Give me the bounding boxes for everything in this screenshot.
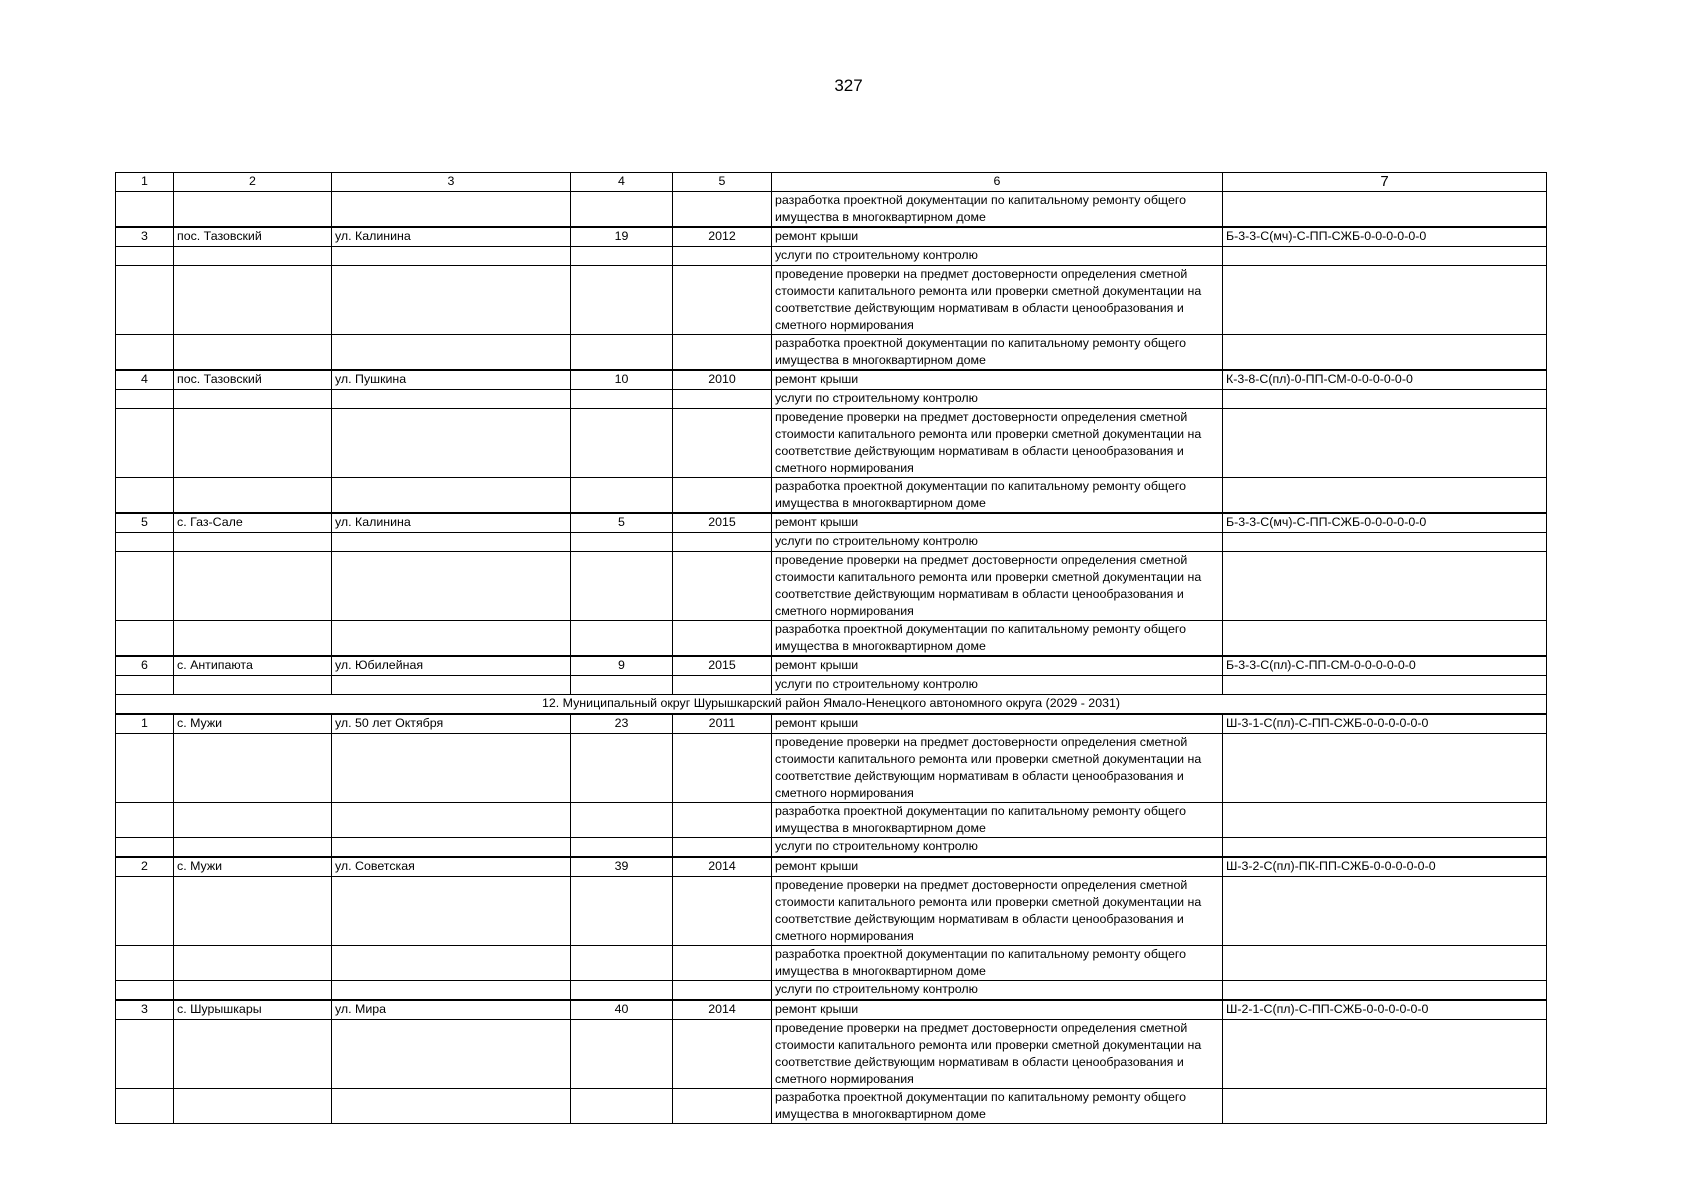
settlement-cell bbox=[174, 247, 332, 266]
year-cell bbox=[673, 409, 772, 478]
settlement-cell bbox=[174, 478, 332, 514]
table-row bbox=[116, 981, 1547, 1001]
building-code-cell: Б-3-3-С(мч)-С-ПП-СЖБ-0-0-0-0-0-0 bbox=[1223, 227, 1547, 247]
street-cell bbox=[332, 734, 571, 803]
street-cell: ул. 50 лет Октября bbox=[332, 714, 571, 734]
year-cell bbox=[673, 838, 772, 858]
row-number-cell bbox=[116, 335, 174, 371]
work-type-cell: услуги по строительному контролю bbox=[772, 838, 1223, 858]
table-row bbox=[116, 1089, 1547, 1124]
year-cell: 2011 bbox=[673, 714, 772, 734]
building-code-cell: Б-3-3-С(пл)-С-ПП-СМ-0-0-0-0-0-0 bbox=[1223, 656, 1547, 676]
street-cell: ул. Советская bbox=[332, 857, 571, 877]
house-number-cell bbox=[571, 803, 673, 838]
table-row bbox=[116, 676, 1547, 695]
year-cell bbox=[673, 946, 772, 981]
row-number-cell bbox=[116, 192, 174, 228]
year-cell bbox=[673, 552, 772, 621]
row-number-cell bbox=[116, 478, 174, 514]
year-cell: 2012 bbox=[673, 227, 772, 247]
year-cell bbox=[673, 877, 772, 946]
house-number-cell: 39 bbox=[571, 857, 673, 877]
house-number-cell bbox=[571, 247, 673, 266]
year-cell bbox=[673, 734, 772, 803]
year-cell: 2014 bbox=[673, 857, 772, 877]
work-type-cell: ремонт крыши bbox=[772, 857, 1223, 877]
building-code-cell bbox=[1223, 552, 1547, 621]
work-type-cell: ремонт крыши bbox=[772, 227, 1223, 247]
street-cell: ул. Калинина bbox=[332, 513, 571, 533]
settlement-cell: с. Газ-Сале bbox=[174, 513, 332, 533]
street-cell bbox=[332, 552, 571, 621]
table-row bbox=[116, 227, 1547, 247]
work-type-cell: проведение проверки на предмет достоверности определения сметной стоимости капитального ремонта или проверки сметной документации на соответствие действующим нормативам в области ценообразования и сметного нормирования bbox=[772, 552, 1223, 621]
work-type-cell: ремонт крыши bbox=[772, 714, 1223, 734]
work-type-cell: услуги по строительному контролю bbox=[772, 676, 1223, 695]
house-number-cell: 19 bbox=[571, 227, 673, 247]
year-cell bbox=[673, 390, 772, 409]
settlement-cell bbox=[174, 621, 332, 657]
row-number-cell bbox=[116, 946, 174, 981]
building-code-cell bbox=[1223, 247, 1547, 266]
year-cell: 2010 bbox=[673, 370, 772, 390]
row-number-cell: 4 bbox=[116, 370, 174, 390]
street-cell: ул. Юбилейная bbox=[332, 656, 571, 676]
building-code-cell: Ш-3-1-С(пл)-С-ПП-СЖБ-0-0-0-0-0-0 bbox=[1223, 714, 1547, 734]
row-number-cell bbox=[116, 247, 174, 266]
street-cell: ул. Калинина bbox=[332, 227, 571, 247]
building-code-cell bbox=[1223, 803, 1547, 838]
column-number: 5 bbox=[673, 173, 772, 192]
building-code-cell bbox=[1223, 838, 1547, 858]
column-number: 4 bbox=[571, 173, 673, 192]
table-row bbox=[116, 1000, 1547, 1020]
table-row bbox=[116, 1020, 1547, 1089]
settlement-cell: с. Шурышкары bbox=[174, 1000, 332, 1020]
settlement-cell bbox=[174, 409, 332, 478]
row-number-cell bbox=[116, 1089, 174, 1124]
work-type-cell: разработка проектной документации по капитальному ремонту общего имущества в многоквартирном доме bbox=[772, 1089, 1223, 1124]
table-row bbox=[116, 335, 1547, 371]
column-number: 6 bbox=[772, 173, 1223, 192]
house-number-cell: 5 bbox=[571, 513, 673, 533]
table-row bbox=[116, 192, 1547, 228]
work-type-cell: ремонт крыши bbox=[772, 513, 1223, 533]
row-number-cell: 1 bbox=[116, 714, 174, 734]
building-code-cell bbox=[1223, 266, 1547, 335]
house-number-cell bbox=[571, 621, 673, 657]
house-number-cell bbox=[571, 1089, 673, 1124]
row-number-cell bbox=[116, 1020, 174, 1089]
table-row bbox=[116, 533, 1547, 552]
year-cell bbox=[673, 676, 772, 695]
work-type-cell: проведение проверки на предмет достоверности определения сметной стоимости капитального ремонта или проверки сметной документации на соответствие действующим нормативам в области ценообразования и сметного нормирования bbox=[772, 1020, 1223, 1089]
building-code-cell: К-3-8-С(пл)-0-ПП-СМ-0-0-0-0-0-0 bbox=[1223, 370, 1547, 390]
row-number-cell bbox=[116, 621, 174, 657]
settlement-cell bbox=[174, 1089, 332, 1124]
house-number-cell bbox=[571, 335, 673, 371]
row-number-cell bbox=[116, 390, 174, 409]
building-code-cell bbox=[1223, 390, 1547, 409]
table-row bbox=[116, 877, 1547, 946]
house-number-cell: 23 bbox=[571, 714, 673, 734]
settlement-cell bbox=[174, 552, 332, 621]
settlement-cell: с. Мужи bbox=[174, 714, 332, 734]
year-cell bbox=[673, 266, 772, 335]
building-code-cell bbox=[1223, 946, 1547, 981]
house-number-cell bbox=[571, 533, 673, 552]
work-type-cell: услуги по строительному контролю bbox=[772, 247, 1223, 266]
house-number-cell bbox=[571, 946, 673, 981]
settlement-cell bbox=[174, 946, 332, 981]
settlement-cell bbox=[174, 734, 332, 803]
section-row bbox=[116, 695, 1547, 715]
work-type-cell: разработка проектной документации по капитальному ремонту общего имущества в многоквартирном доме bbox=[772, 335, 1223, 371]
street-cell bbox=[332, 676, 571, 695]
work-type-cell: проведение проверки на предмет достоверности определения сметной стоимости капитального ремонта или проверки сметной документации на соответствие действующим нормативам в области ценообразования и сметного нормирования bbox=[772, 877, 1223, 946]
year-cell: 2014 bbox=[673, 1000, 772, 1020]
building-code-cell bbox=[1223, 734, 1547, 803]
row-number-cell bbox=[116, 409, 174, 478]
table-row bbox=[116, 266, 1547, 335]
building-code-cell bbox=[1223, 676, 1547, 695]
street-cell bbox=[332, 266, 571, 335]
table-row bbox=[116, 370, 1547, 390]
settlement-cell bbox=[174, 838, 332, 858]
work-type-cell: ремонт крыши bbox=[772, 370, 1223, 390]
table-row bbox=[116, 390, 1547, 409]
building-code-cell bbox=[1223, 981, 1547, 1001]
year-cell bbox=[673, 192, 772, 228]
row-number-cell: 6 bbox=[116, 656, 174, 676]
table-row bbox=[116, 838, 1547, 858]
year-cell bbox=[673, 621, 772, 657]
work-type-cell: ремонт крыши bbox=[772, 656, 1223, 676]
table-row bbox=[116, 478, 1547, 514]
row-number-cell bbox=[116, 877, 174, 946]
settlement-cell bbox=[174, 981, 332, 1001]
settlement-cell: с. Антипаюта bbox=[174, 656, 332, 676]
street-cell bbox=[332, 478, 571, 514]
year-cell: 2015 bbox=[673, 513, 772, 533]
street-cell: ул. Мира bbox=[332, 1000, 571, 1020]
street-cell bbox=[332, 803, 571, 838]
page-number: 327 bbox=[834, 76, 863, 95]
work-type-cell: разработка проектной документации по капитальному ремонту общего имущества в многоквартирном доме bbox=[772, 478, 1223, 514]
street-cell bbox=[332, 390, 571, 409]
work-type-cell: разработка проектной документации по капитальному ремонту общего имущества в многоквартирном доме bbox=[772, 192, 1223, 228]
building-code-cell bbox=[1223, 621, 1547, 657]
building-code-cell bbox=[1223, 335, 1547, 371]
house-number-cell bbox=[571, 838, 673, 858]
work-type-cell: услуги по строительному контролю bbox=[772, 981, 1223, 1001]
house-number-cell bbox=[571, 1020, 673, 1089]
street-cell: ул. Пушкина bbox=[332, 370, 571, 390]
repair-program-table bbox=[115, 172, 1547, 1124]
street-cell bbox=[332, 335, 571, 371]
year-cell bbox=[673, 533, 772, 552]
street-cell bbox=[332, 533, 571, 552]
row-number-cell bbox=[116, 676, 174, 695]
street-cell bbox=[332, 981, 571, 1001]
column-number: 2 bbox=[174, 173, 332, 192]
row-number-cell bbox=[116, 734, 174, 803]
settlement-cell bbox=[174, 1020, 332, 1089]
street-cell bbox=[332, 838, 571, 858]
house-number-cell bbox=[571, 676, 673, 695]
row-number-cell bbox=[116, 552, 174, 621]
work-type-cell: проведение проверки на предмет достоверности определения сметной стоимости капитального ремонта или проверки сметной документации на соответствие действующим нормативам в области ценообразования и сметного нормирования bbox=[772, 409, 1223, 478]
table-row bbox=[116, 656, 1547, 676]
building-code-cell: Ш-3-2-С(пл)-ПК-ПП-СЖБ-0-0-0-0-0-0 bbox=[1223, 857, 1547, 877]
house-number-cell bbox=[571, 266, 673, 335]
house-number-cell: 9 bbox=[571, 656, 673, 676]
settlement-cell bbox=[174, 877, 332, 946]
building-code-cell bbox=[1223, 1089, 1547, 1124]
house-number-cell bbox=[571, 877, 673, 946]
settlement-cell bbox=[174, 192, 332, 228]
house-number-cell bbox=[571, 981, 673, 1001]
house-number-cell bbox=[571, 390, 673, 409]
settlement-cell bbox=[174, 335, 332, 371]
house-number-cell bbox=[571, 409, 673, 478]
table-row bbox=[116, 857, 1547, 877]
year-cell bbox=[673, 335, 772, 371]
street-cell bbox=[332, 621, 571, 657]
settlement-cell bbox=[174, 390, 332, 409]
work-type-cell: проведение проверки на предмет достоверности определения сметной стоимости капитального ремонта или проверки сметной документации на соответствие действующим нормативам в области ценообразования и сметного нормирования bbox=[772, 734, 1223, 803]
street-cell bbox=[332, 409, 571, 478]
table-row bbox=[116, 409, 1547, 478]
work-type-cell: ремонт крыши bbox=[772, 1000, 1223, 1020]
street-cell bbox=[332, 192, 571, 228]
settlement-cell: пос. Тазовский bbox=[174, 227, 332, 247]
building-code-cell bbox=[1223, 192, 1547, 228]
work-type-cell: услуги по строительному контролю bbox=[772, 390, 1223, 409]
section-title: 12. Муниципальный округ Шурышкарский район Ямало-Ненецкого автономного округа (2029 - 2031) bbox=[116, 695, 1547, 715]
work-type-cell: проведение проверки на предмет достоверности определения сметной стоимости капитального ремонта или проверки сметной документации на соответствие действующим нормативам в области ценообразования и сметного нормирования bbox=[772, 266, 1223, 335]
table-row bbox=[116, 552, 1547, 621]
row-number-cell: 2 bbox=[116, 857, 174, 877]
year-cell: 2015 bbox=[673, 656, 772, 676]
table-row bbox=[116, 734, 1547, 803]
table-body bbox=[116, 192, 1547, 1124]
table-row bbox=[116, 247, 1547, 266]
row-number-cell: 3 bbox=[116, 1000, 174, 1020]
row-number-cell bbox=[116, 533, 174, 552]
settlement-cell: пос. Тазовский bbox=[174, 370, 332, 390]
year-cell bbox=[673, 1089, 772, 1124]
street-cell bbox=[332, 877, 571, 946]
row-number-cell: 3 bbox=[116, 227, 174, 247]
work-type-cell: услуги по строительному контролю bbox=[772, 533, 1223, 552]
year-cell bbox=[673, 247, 772, 266]
settlement-cell bbox=[174, 533, 332, 552]
settlement-cell bbox=[174, 676, 332, 695]
year-cell bbox=[673, 803, 772, 838]
column-number-row bbox=[116, 173, 1547, 192]
building-code-cell bbox=[1223, 478, 1547, 514]
building-code-cell bbox=[1223, 877, 1547, 946]
settlement-cell bbox=[174, 266, 332, 335]
row-number-cell: 5 bbox=[116, 513, 174, 533]
column-number: 1 bbox=[116, 173, 174, 192]
work-type-cell: разработка проектной документации по капитальному ремонту общего имущества в многоквартирном доме bbox=[772, 621, 1223, 657]
house-number-cell bbox=[571, 734, 673, 803]
year-cell bbox=[673, 478, 772, 514]
row-number-cell bbox=[116, 838, 174, 858]
year-cell bbox=[673, 1020, 772, 1089]
year-cell bbox=[673, 981, 772, 1001]
column-number: 3 bbox=[332, 173, 571, 192]
house-number-cell: 40 bbox=[571, 1000, 673, 1020]
settlement-cell: с. Мужи bbox=[174, 857, 332, 877]
column-number: 7 bbox=[1223, 173, 1547, 192]
building-code-cell: Б-3-3-С(мч)-С-ПП-СЖБ-0-0-0-0-0-0 bbox=[1223, 513, 1547, 533]
building-code-cell bbox=[1223, 409, 1547, 478]
row-number-cell bbox=[116, 981, 174, 1001]
work-type-cell: разработка проектной документации по капитальному ремонту общего имущества в многоквартирном доме bbox=[772, 803, 1223, 838]
table-row bbox=[116, 803, 1547, 838]
building-code-cell bbox=[1223, 533, 1547, 552]
settlement-cell bbox=[174, 803, 332, 838]
building-code-cell: Ш-2-1-С(пл)-С-ПП-СЖБ-0-0-0-0-0-0 bbox=[1223, 1000, 1547, 1020]
table-row bbox=[116, 714, 1547, 734]
house-number-cell: 10 bbox=[571, 370, 673, 390]
street-cell bbox=[332, 1089, 571, 1124]
table-row bbox=[116, 946, 1547, 981]
building-code-cell bbox=[1223, 1020, 1547, 1089]
work-type-cell: разработка проектной документации по капитальному ремонту общего имущества в многоквартирном доме bbox=[772, 946, 1223, 981]
house-number-cell bbox=[571, 552, 673, 621]
table-row bbox=[116, 513, 1547, 533]
table-row bbox=[116, 621, 1547, 657]
house-number-cell bbox=[571, 478, 673, 514]
house-number-cell bbox=[571, 192, 673, 228]
street-cell bbox=[332, 1020, 571, 1089]
street-cell bbox=[332, 247, 571, 266]
row-number-cell bbox=[116, 266, 174, 335]
street-cell bbox=[332, 946, 571, 981]
row-number-cell bbox=[116, 803, 174, 838]
